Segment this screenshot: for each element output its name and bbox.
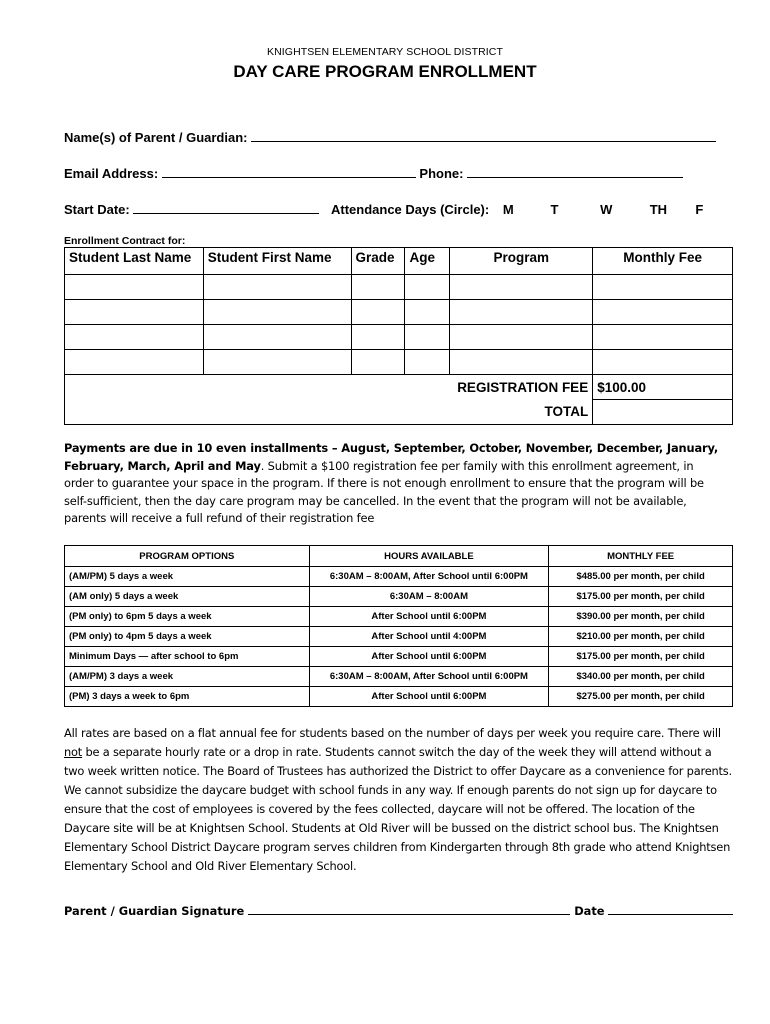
enrollment-table xyxy=(64,247,733,425)
day-option-f[interactable]: F xyxy=(695,202,704,217)
hours-available: After School until 6:00PM xyxy=(309,647,549,667)
signature-row xyxy=(64,903,733,918)
parent-name-row xyxy=(64,129,716,145)
cell-input[interactable] xyxy=(450,275,593,300)
phone-field[interactable] xyxy=(467,165,683,178)
program-option: (PM) 3 days a week to 6pm xyxy=(65,687,310,707)
day-option-th[interactable]: TH xyxy=(649,202,668,217)
col-student-last-name: Student Last Name xyxy=(65,248,204,275)
signature-field[interactable] xyxy=(248,903,570,915)
table-row xyxy=(65,325,733,350)
col-student-first-name: Student First Name xyxy=(203,248,351,275)
payment-terms xyxy=(64,440,724,528)
table-row xyxy=(65,687,733,707)
attendance-label: Attendance Days (Circle): xyxy=(331,202,490,217)
col-monthly-fee: Monthly Fee xyxy=(593,248,733,275)
monthly-fee: $275.00 per month, per child xyxy=(549,687,733,707)
rates-text-2: be a separate hourly rate or a drop in rate. Students cannot switch the day of the week they will attend without a two week written notice. The Board of Trustees has authorized the District to offer Daycare as a convenience for parents. We cannot subsidize the daycare budget with school funds in any way. If enough parents do not sign up for daycare to ensure that the cost of employees is covered by the fees collected, daycare will not be offered. The location of the Daycare site will be at Knightsen School. Students at Old River will be bussed on the district school bus. The Knightsen Elementary School District Daycare program serves children from Kindergarten through 8th grade who attend Knightsen Elementary School and Old River Elementary School. xyxy=(64,745,732,873)
cell-input[interactable] xyxy=(203,325,351,350)
start-date-label: Start Date: xyxy=(64,202,130,217)
cell-input[interactable] xyxy=(351,325,405,350)
program-option: Minimum Days — after school to 6pm xyxy=(65,647,310,667)
rates-policy xyxy=(64,724,734,876)
day-option-m[interactable]: M xyxy=(502,202,514,217)
cell-input[interactable] xyxy=(405,300,450,325)
date-field[interactable] xyxy=(608,903,733,915)
hours-available: 6:30AM – 8:00AM, After School until 6:00PM xyxy=(309,667,549,687)
registration-fee-label: REGISTRATION FEE xyxy=(65,375,593,400)
cell-input[interactable] xyxy=(351,300,405,325)
table-row xyxy=(65,567,733,587)
district-name: KNIGHTSEN ELEMENTARY SCHOOL DISTRICT xyxy=(267,46,503,58)
table-row xyxy=(65,627,733,647)
start-attendance-row xyxy=(64,201,703,217)
monthly-fee: $485.00 per month, per child xyxy=(549,567,733,587)
cell-input[interactable] xyxy=(405,275,450,300)
cell-input[interactable] xyxy=(405,325,450,350)
col-program: Program xyxy=(450,248,593,275)
hours-available: After School until 6:00PM xyxy=(309,687,549,707)
start-date-field[interactable] xyxy=(133,201,319,214)
cell-input[interactable] xyxy=(203,275,351,300)
cell-input[interactable] xyxy=(203,350,351,375)
col-options-monthly-fee: MONTHLY FEE xyxy=(549,546,733,567)
hours-available: After School until 4:00PM xyxy=(309,627,549,647)
col-grade: Grade xyxy=(351,248,405,275)
cell-input[interactable] xyxy=(593,350,733,375)
monthly-fee: $210.00 per month, per child xyxy=(549,627,733,647)
table-row xyxy=(65,667,733,687)
program-option: (AM/PM) 3 days a week xyxy=(65,667,310,687)
program-options-table xyxy=(64,545,733,707)
cell-input[interactable] xyxy=(593,325,733,350)
rates-not-emphasis: not xyxy=(64,745,83,759)
hours-available: After School until 6:00PM xyxy=(309,607,549,627)
table-row xyxy=(65,607,733,627)
cell-input[interactable] xyxy=(450,350,593,375)
program-option: (PM only) to 4pm 5 days a week xyxy=(65,627,310,647)
program-option: (AM/PM) 5 days a week xyxy=(65,567,310,587)
table-row xyxy=(65,350,733,375)
cell-input[interactable] xyxy=(405,350,450,375)
cell-input[interactable] xyxy=(450,300,593,325)
monthly-fee: $340.00 per month, per child xyxy=(549,667,733,687)
hours-available: 6:30AM – 8:00AM xyxy=(309,587,549,607)
payment-terms-text: . Submit a $100 registration fee per family with this enrollment agreement, in order to guarantee your space in the program. If there is not enough enrollment to ensure that the program will be self-sufficient, then the day care program may be cancelled. In the event that the program will not be available, parents will receive a full refund of their registration fee xyxy=(64,458,704,525)
cell-input[interactable] xyxy=(203,300,351,325)
program-option: (PM only) to 6pm 5 days a week xyxy=(65,607,310,627)
rates-text-1: All rates are based on a flat annual fee for students based on the number of days per week you require care. There will xyxy=(64,726,721,740)
cell-input[interactable] xyxy=(65,275,204,300)
registration-fee-row xyxy=(65,375,733,400)
email-field[interactable] xyxy=(162,165,416,178)
total-field[interactable] xyxy=(593,400,733,425)
cell-input[interactable] xyxy=(65,325,204,350)
enrollment-header-row xyxy=(65,248,733,275)
parent-name-field[interactable] xyxy=(251,129,716,142)
cell-input[interactable] xyxy=(593,275,733,300)
enrollment-contract-label: Enrollment Contract for: xyxy=(64,235,186,247)
col-age: Age xyxy=(405,248,450,275)
monthly-fee: $175.00 per month, per child xyxy=(549,587,733,607)
email-label: Email Address: xyxy=(64,166,159,181)
cell-input[interactable] xyxy=(450,325,593,350)
col-program-options: PROGRAM OPTIONS xyxy=(65,546,310,567)
total-row xyxy=(65,400,733,425)
program-option: (AM only) 5 days a week xyxy=(65,587,310,607)
table-row xyxy=(65,300,733,325)
payment-terms-bold: Payments are due in 10 even installments – August, September, October, November, December, January, February, March, April and May xyxy=(64,441,719,473)
day-option-w[interactable]: W xyxy=(600,202,613,217)
cell-input[interactable] xyxy=(65,300,204,325)
parent-name-label: Name(s) of Parent / Guardian: xyxy=(64,130,248,145)
contact-row xyxy=(64,165,683,181)
options-header-row xyxy=(65,546,733,567)
cell-input[interactable] xyxy=(351,350,405,375)
monthly-fee: $175.00 per month, per child xyxy=(549,647,733,667)
table-row xyxy=(65,587,733,607)
col-hours-available: HOURS AVAILABLE xyxy=(309,546,549,567)
date-label: Date xyxy=(574,904,605,918)
table-row xyxy=(65,275,733,300)
form-title: DAY CARE PROGRAM ENROLLMENT xyxy=(233,62,537,81)
total-label: TOTAL xyxy=(65,400,593,425)
cell-input[interactable] xyxy=(351,275,405,300)
hours-available: 6:30AM – 8:00AM, After School until 6:00PM xyxy=(309,567,549,587)
cell-input[interactable] xyxy=(593,300,733,325)
day-option-t[interactable]: T xyxy=(550,202,559,217)
phone-label: Phone: xyxy=(419,166,464,181)
table-row xyxy=(65,647,733,667)
cell-input[interactable] xyxy=(65,350,204,375)
signature-label: Parent / Guardian Signature xyxy=(64,904,245,918)
monthly-fee: $390.00 per month, per child xyxy=(549,607,733,627)
registration-fee-value: $100.00 xyxy=(593,375,733,400)
